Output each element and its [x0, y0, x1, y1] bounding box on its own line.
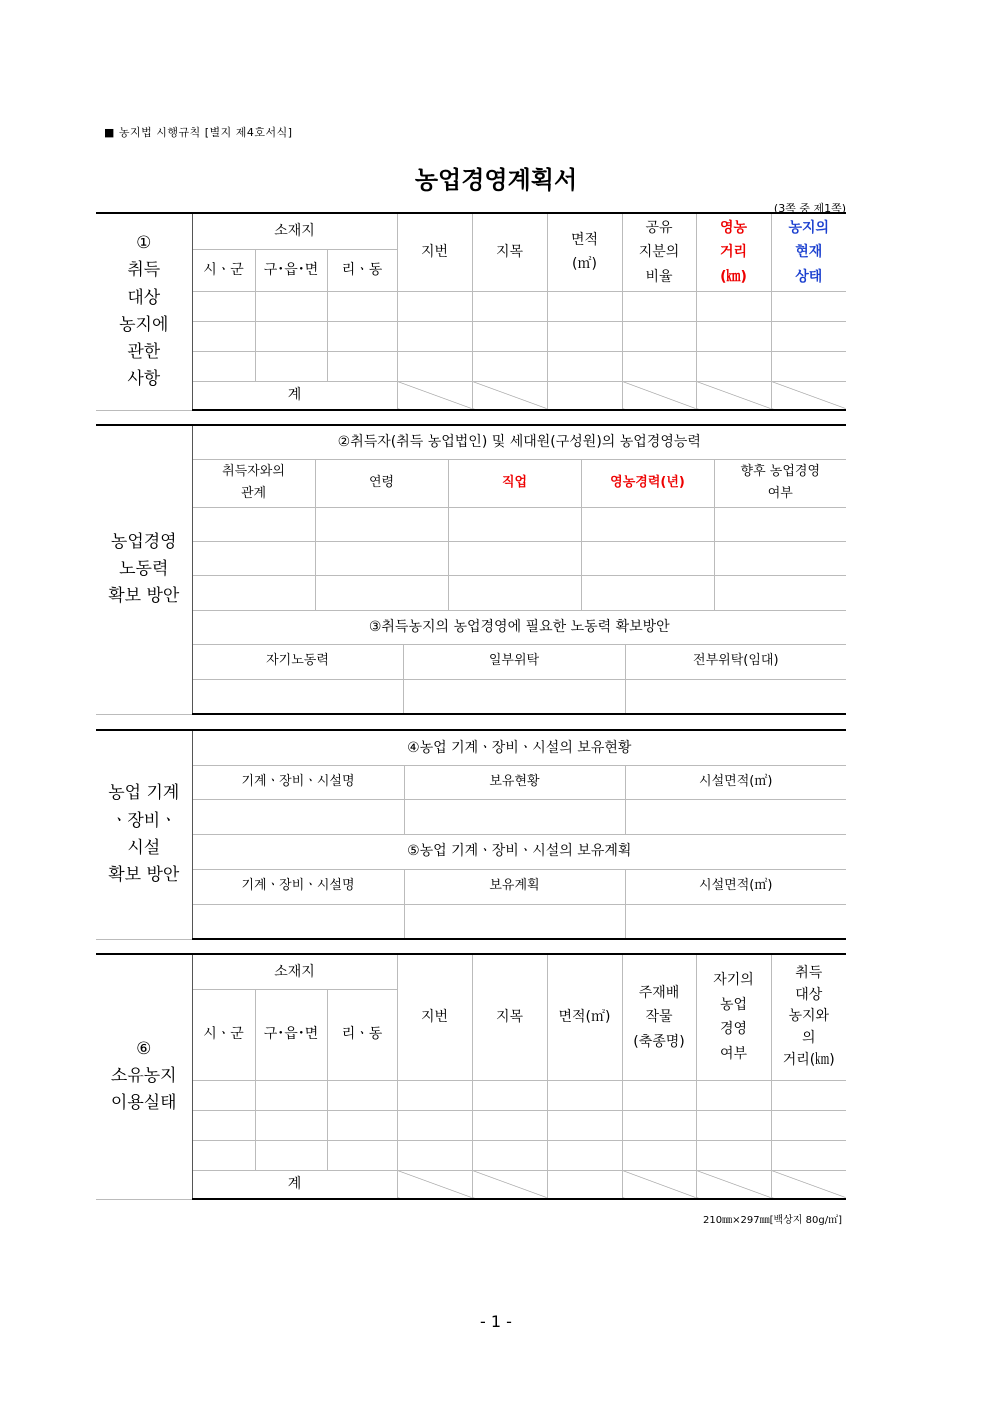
- equipment-table: [96, 729, 846, 940]
- si-gun-header-2: 시ㆍ군: [192, 989, 255, 1080]
- facility-area-header: 시설면적(㎡): [625, 765, 846, 799]
- age-header: 연령: [315, 459, 448, 507]
- table-row: [96, 1080, 846, 1110]
- holding-status-header: 보유현황: [404, 765, 625, 799]
- owned-land-table: [96, 953, 846, 1200]
- jibeon-header-2: 지번: [397, 954, 472, 1080]
- page-title: 농업경영계획서: [414, 166, 578, 194]
- table-row: [96, 799, 846, 834]
- section4-title: 소유농지 이용실태: [110, 1066, 177, 1114]
- future-header: 향후 농업경영 여부: [714, 459, 846, 507]
- gu-eup-myeon-header: 구･읍･면: [255, 249, 327, 291]
- section2-label: 농업경영 노동력 확보 방안: [96, 425, 192, 714]
- page-info: (3쪽 중 제1쪽): [773, 202, 846, 215]
- distance-header: 영농 거리 (㎞): [696, 213, 771, 291]
- location-header: 소재지: [192, 213, 397, 249]
- table-row: [96, 351, 846, 381]
- page-number: - 1 -: [480, 1312, 512, 1331]
- job-header: 직업: [448, 459, 581, 507]
- total-label: 계: [192, 381, 397, 410]
- section4-number: ⑥: [136, 1038, 152, 1059]
- equipment-name-header-2: 기계ㆍ장비ㆍ시설명: [192, 869, 404, 904]
- holding-plan-title: ⑤농업 기계ㆍ장비ㆍ시설의 보유계획: [192, 834, 846, 869]
- total-row: [96, 381, 846, 410]
- table-row: [96, 679, 846, 714]
- si-gun-header: 시ㆍ군: [192, 249, 255, 291]
- status-header: 농지의 현재 상태: [771, 213, 846, 291]
- ri-dong-header-2: 리ㆍ동: [327, 989, 397, 1080]
- holding-status-title: ④농업 기계ㆍ장비ㆍ시설의 보유현황: [192, 730, 846, 765]
- table-row: [96, 1140, 846, 1170]
- facility-area-header-2: 시설면적(㎡): [625, 869, 846, 904]
- crop-header: 주재배 작물 (축종명): [622, 954, 696, 1080]
- location-header-2: 소재지: [192, 954, 397, 989]
- table-row: [96, 904, 846, 939]
- section1-title: 취득 대상 농지에 관한 사항: [119, 260, 169, 390]
- table-row: [96, 291, 846, 321]
- table-row: [96, 541, 846, 575]
- table-row: [96, 507, 846, 541]
- partial-consign-header: 일부위탁: [403, 644, 625, 679]
- gu-eup-myeon-header-2: 구･읍･면: [255, 989, 327, 1080]
- jibeon-header: 지번: [397, 213, 472, 291]
- section3-label: 농업 기계 ㆍ장비ㆍ 시설 확보 방안: [96, 730, 192, 939]
- ability-title: ②취득자(취득 농업법인) 및 세대원(구성원)의 농업경영능력: [192, 425, 846, 459]
- total-label-2: 계: [192, 1170, 397, 1199]
- labor-plan-title: ③취득농지의 농업경영에 필요한 노동력 확보방안: [192, 610, 846, 644]
- full-consign-header: 전부위탁(임대): [625, 644, 846, 679]
- distance-header-2: 취득 대상 농지와 의 거리(㎞): [771, 954, 846, 1080]
- jimok-header-2: 지목: [472, 954, 547, 1080]
- share-header: 공유 지분의 비율: [622, 213, 696, 291]
- relation-header: 취득자와의 관계: [192, 459, 315, 507]
- holding-plan-header: 보유계획: [404, 869, 625, 904]
- acquisition-land-table: [96, 212, 846, 411]
- regulation-header: ■ 농지법 시행규칙 [별지 제4호서식]: [104, 126, 293, 139]
- area-header-2: 면적(㎡): [547, 954, 622, 1080]
- ri-dong-header: 리ㆍ동: [327, 249, 397, 291]
- table-row: [96, 1110, 846, 1140]
- self-labor-header: 자기노동력: [192, 644, 403, 679]
- self-farm-header: 자기의 농업 경영 여부: [696, 954, 771, 1080]
- table-row: [96, 321, 846, 351]
- total-row: [96, 1170, 846, 1199]
- table-row: [96, 575, 846, 610]
- equipment-name-header: 기계ㆍ장비ㆍ시설명: [192, 765, 404, 799]
- jimok-header: 지목: [472, 213, 547, 291]
- section1-label: [96, 213, 192, 410]
- career-header: 영농경력(년): [581, 459, 714, 507]
- paper-spec: 210㎜×297㎜[백상지 80g/㎡]: [703, 1215, 842, 1226]
- section1-number: ①: [136, 233, 152, 254]
- labor-table: [96, 424, 846, 715]
- area-header: 면적 (㎡): [547, 213, 622, 291]
- section4-label: [96, 954, 192, 1199]
